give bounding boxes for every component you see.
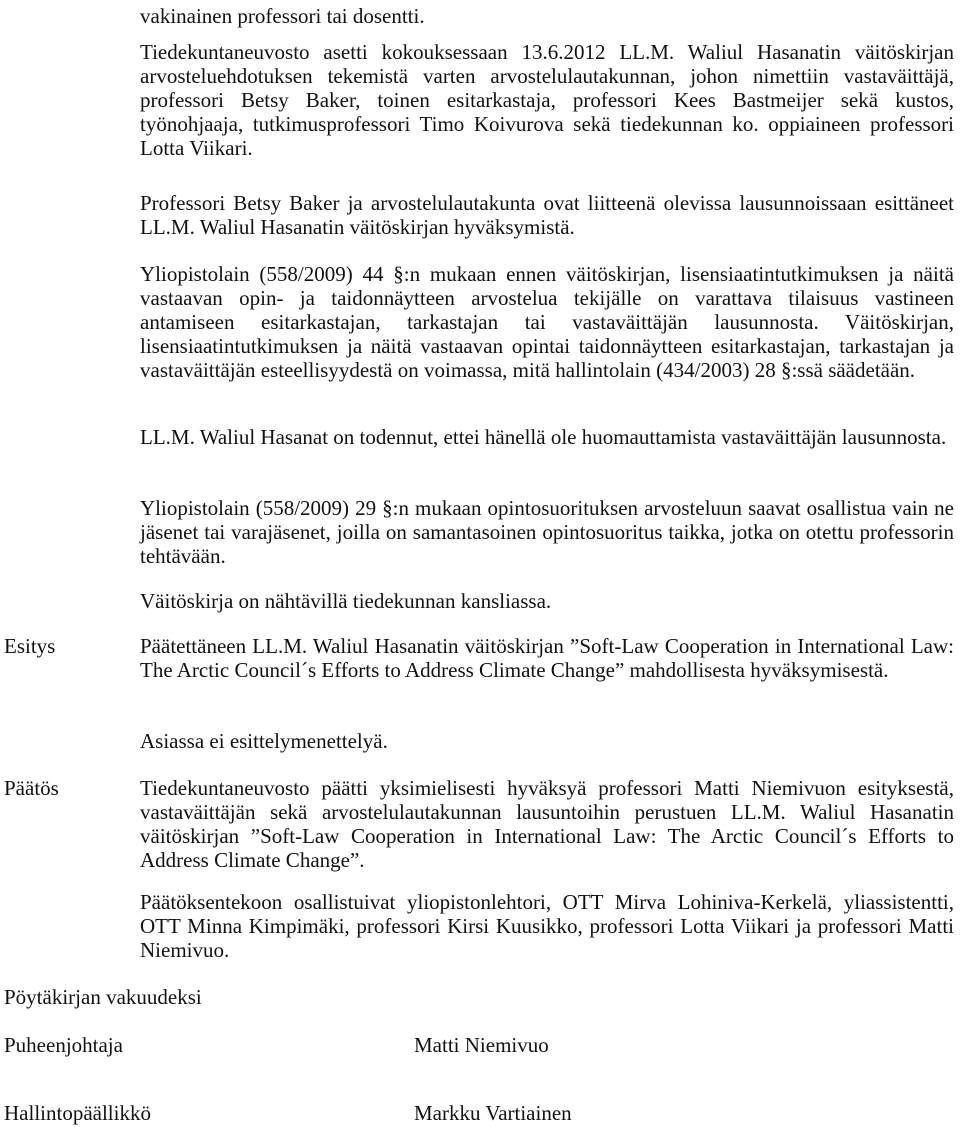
admin-name: Markku Vartiainen: [414, 1101, 572, 1125]
chair-name: Matti Niemivuo: [414, 1033, 549, 1057]
signature-heading: Pöytäkirjan vakuudeksi: [4, 985, 202, 1009]
admin-role: Hallintopäällikkö: [4, 1101, 151, 1125]
paatos-label: Päätös: [4, 776, 59, 800]
paragraph-university-act-29: Yliopistolain (558/2009) 29 §:n mukaan opintosuorituksen arvosteluun saavat osallistua vain ne jäsenet tai varajäsenet, joilla on samantasoinen opintosuoritus taikka, jotka on otettu professorin tehtävään.: [140, 496, 954, 568]
paatos-text: Tiedekuntaneuvosto päätti yksimielisesti hyväksyä professori Matti Niemivuon esityksestä, vastaväittäjän sekä arvostelulautakunnan lausuntoihin perustuen LL.M. Waliul Hasanatin väitöskirjan ”Soft-Law Cooperation in International Law: The Arctic Council´s Efforts to Address Climate Change”.: [140, 776, 954, 872]
esitys-note: Asiassa ei esittelymenettelyä.: [140, 729, 388, 753]
paragraph-closing-line: vakinainen professori tai dosentti.: [140, 4, 425, 28]
chair-role: Puheenjohtaja: [4, 1033, 123, 1057]
paragraph-committee-appointment: Tiedekuntaneuvosto asetti kokouksessaan 13.6.2012 LL.M. Waliul Hasanatin väitöskirjan arvosteluehdotuksen tekemistä varten arvostelulautakunnan, johon nimettiin vastaväittäjä, professori Betsy Baker, toinen esitarkastaja, professori Kees Bastmeijer sekä kustos, työnohjaaja, tutkimusprofessori Timo Koivurova sekä tiedekunnan ko. oppiaineen professori Lotta Viikari.: [140, 40, 954, 160]
paragraph-university-act-44: Yliopistolain (558/2009) 44 §:n mukaan ennen väitöskirjan, lisensiaatintutkimuksen ja näitä vastaavan opin- ja taidonnäytteen arvostelua tekijälle on varattava tilaisuus vastineen antamiseen esitarkastajan, tarkastajan tai vastaväittäjän lausunnosta. Väitöskirjan, lisensiaatintutkimuksen ja näitä vastaavan opintai taidonnäytteen esitarkastajan, tarkastajan ja vastaväittäjän esteellisyydestä on voimassa, mitä hallintolain (434/2003) 28 §:ssä säädetään.: [140, 262, 954, 382]
paragraph-statements: Professori Betsy Baker ja arvostelulautakunta ovat liitteenä olevissa lausunnoissaan esittäneet LL.M. Waliul Hasanatin väitöskirjan hyväksymistä.: [140, 191, 954, 239]
paatos-participants: Päätöksentekoon osallistuivat yliopistonlehtori, OTT Mirva Lohiniva-Kerkelä, yliassistentti, OTT Minna Kimpimäki, professori Kirsi Kuusikko, professori Lotta Viikari ja professori Matti Niemivuo.: [140, 890, 954, 962]
esitys-text: Päätettäneen LL.M. Waliul Hasanatin väitöskirjan ”Soft-Law Cooperation in International Law: The Arctic Council´s Efforts to Address Climate Change” mahdollisesta hyväksymisestä.: [140, 634, 954, 682]
paragraph-availability: Väitöskirja on nähtävillä tiedekunnan kansliassa.: [140, 589, 552, 613]
esitys-label: Esitys: [4, 634, 56, 658]
paragraph-no-remarks: LL.M. Waliul Hasanat on todennut, ettei hänellä ole huomauttamista vastaväittäjän lausunnosta.: [140, 425, 947, 449]
